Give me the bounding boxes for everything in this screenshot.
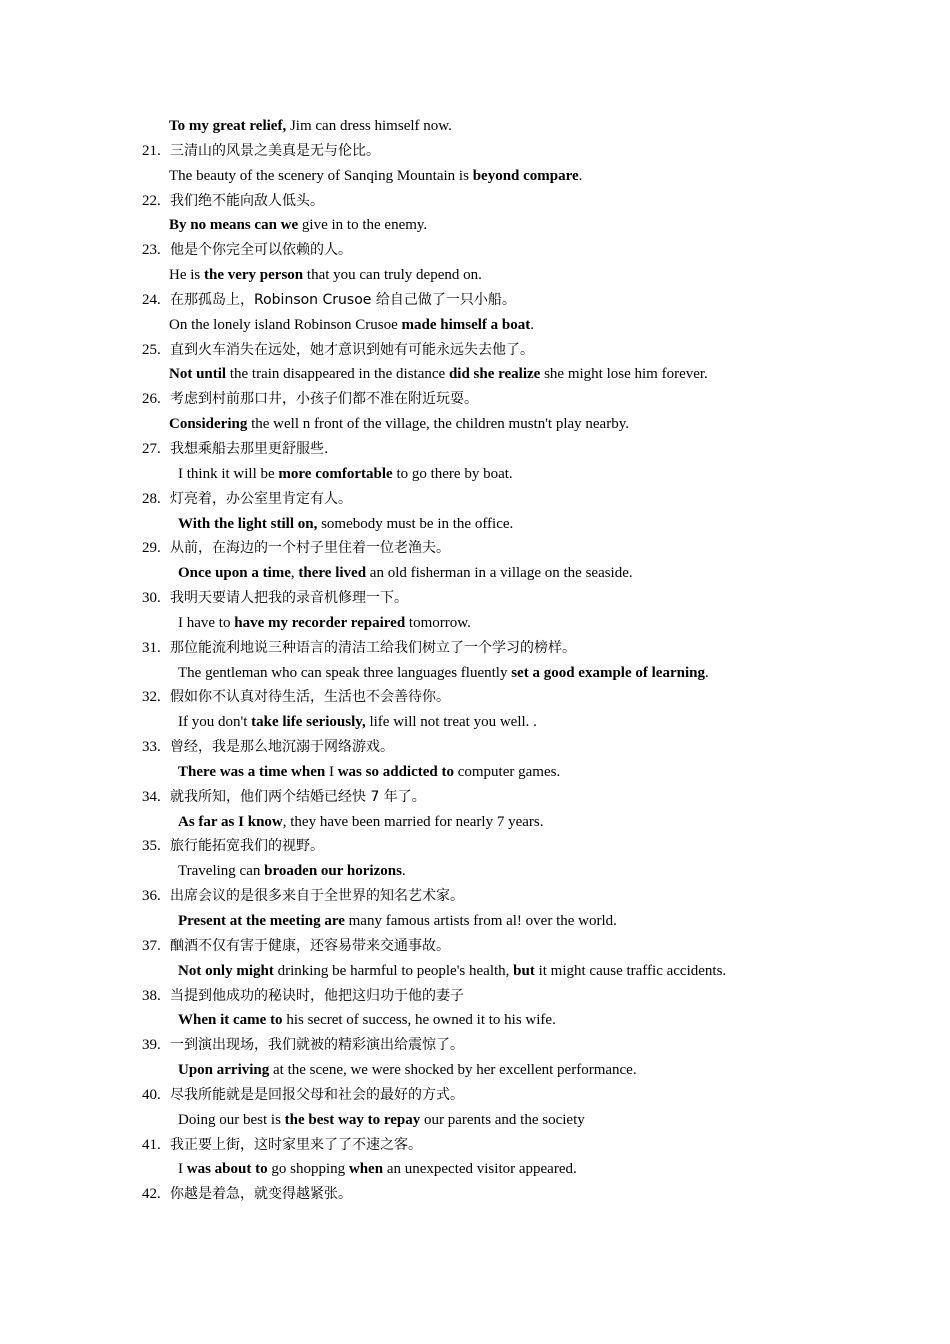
bold-phrase: broaden our horizons xyxy=(264,863,402,880)
bold-phrase: To my great relief, xyxy=(169,118,287,134)
chinese-sentence: 当提到他成功的秘诀时，他把这归功于他的妻子 xyxy=(170,987,464,1004)
answer-line xyxy=(0,512,950,537)
question-line xyxy=(0,139,950,164)
document-page xyxy=(0,114,950,1207)
text-segment: the well n front of the village, the children mustn't play nearby. xyxy=(247,416,629,433)
bold-phrase: beyond compare xyxy=(472,167,579,184)
answer-line xyxy=(0,164,950,189)
chinese-sentence: 在那孤岛上，Robinson Crusoe 给自己做了一只小船。 xyxy=(170,291,516,308)
chinese-sentence: 我们绝不能向敌人低头。 xyxy=(170,192,324,209)
exercise-list xyxy=(0,114,950,1207)
question-line xyxy=(0,238,950,263)
item-number: 27. xyxy=(142,440,161,457)
answer-line xyxy=(0,412,950,437)
text-segment: . xyxy=(530,316,534,333)
bold-phrase: more comfortable xyxy=(278,465,393,482)
item-number: 41. xyxy=(142,1136,161,1153)
chinese-sentence: 尽我所能就是是回报父母和社会的最好的方式。 xyxy=(170,1086,464,1103)
item-number: 21. xyxy=(142,142,161,159)
chinese-sentence: 直到火车消失在远处，她才意识到她有可能永远失去他了。 xyxy=(170,341,534,358)
bold-phrase: There was a time when xyxy=(178,763,326,780)
question-line xyxy=(0,1083,950,1108)
question-line xyxy=(0,288,950,313)
text-segment: drinking be harmful to people's health, xyxy=(273,962,514,979)
item-number: 35. xyxy=(142,838,161,855)
text-segment: she might lose him forever. xyxy=(540,366,708,383)
text-segment: his secret of success, he owned it to his wife. xyxy=(282,1012,556,1029)
bold-phrase: the very person xyxy=(204,267,304,284)
bold-phrase: Not until xyxy=(169,366,227,383)
bold-phrase: was so addicted to xyxy=(337,763,454,780)
text-segment: an unexpected visitor appeared. xyxy=(383,1161,577,1178)
answer-line xyxy=(0,213,950,238)
text-segment: that you can truly depend on. xyxy=(303,267,482,284)
question-line xyxy=(0,685,950,710)
item-number: 29. xyxy=(142,540,161,557)
bold-phrase: When it came to xyxy=(178,1012,283,1029)
question-line xyxy=(0,785,950,810)
bold-phrase: have my recorder repaired xyxy=(234,614,406,631)
bold-phrase: Present at the meeting are xyxy=(178,913,345,929)
question-line xyxy=(0,1033,950,1058)
answer-line xyxy=(0,909,950,934)
text-segment: On the lonely island Robinson Crusoe xyxy=(169,316,402,333)
chinese-sentence: 一到演出现场，我们就被的精彩演出给震惊了。 xyxy=(170,1037,464,1054)
bold-phrase: take life seriously, xyxy=(251,714,366,731)
item-number: 23. xyxy=(142,242,161,259)
item-number: 33. xyxy=(142,739,161,756)
answer-line xyxy=(0,313,950,338)
text-segment: He is xyxy=(169,267,204,284)
answer-line xyxy=(0,810,950,835)
item-number: 26. xyxy=(142,391,161,408)
text-segment: The gentleman who can speak three languages fluently xyxy=(178,664,512,681)
item-number: 37. xyxy=(142,937,161,954)
text-segment: go shopping xyxy=(267,1161,349,1178)
text-segment: , xyxy=(290,565,299,582)
text-segment: tomorrow. xyxy=(405,614,471,631)
question-line xyxy=(0,735,950,760)
question-line xyxy=(0,586,950,611)
text-segment: Jim can dress himself now. xyxy=(286,118,452,134)
text-segment: somebody must be in the office. xyxy=(317,515,514,532)
chinese-sentence: 三清山的风景之美真是无与伦比。 xyxy=(170,142,380,159)
chinese-sentence: 旅行能拓宽我们的视野。 xyxy=(170,838,324,855)
question-line xyxy=(0,834,950,859)
chinese-sentence: 我明天要请人把我的录音机修理一下。 xyxy=(170,590,408,607)
text-segment: it might cause traffic accidents. xyxy=(534,962,727,979)
answer-line xyxy=(0,362,950,387)
answer-line xyxy=(0,263,950,288)
text-segment: to go there by boat. xyxy=(392,465,513,482)
bold-phrase: Once upon a time xyxy=(178,565,291,582)
question-line xyxy=(0,934,950,959)
chinese-sentence: 就我所知，他们两个结婚已经快 7 年了。 xyxy=(170,788,426,805)
answer-line xyxy=(0,959,950,984)
bold-phrase: the best way to repay xyxy=(284,1111,421,1128)
text-segment: . xyxy=(704,664,709,681)
bold-phrase: set a good example of learning xyxy=(511,664,705,681)
bold-phrase: when xyxy=(348,1161,384,1178)
question-line xyxy=(0,487,950,512)
bold-phrase: As far as I know xyxy=(178,813,283,830)
answer-line xyxy=(0,760,950,785)
item-number: 39. xyxy=(142,1037,161,1054)
item-number: 24. xyxy=(142,291,161,308)
text-segment: give in to the enemy. xyxy=(298,217,428,234)
question-line xyxy=(0,338,950,363)
text-segment: at the scene, we were shocked by her excellent performance. xyxy=(269,1062,637,1079)
text-segment: I think it will be xyxy=(178,465,279,482)
text-segment: life will not treat you well. . xyxy=(365,714,537,731)
text-segment: Doing our best is xyxy=(178,1111,285,1128)
answer-line xyxy=(0,462,950,487)
chinese-sentence: 曾经，我是那么地沉溺于网络游戏。 xyxy=(170,739,394,756)
chinese-sentence: 我正要上街，这时家里来了了不速之客。 xyxy=(170,1136,422,1153)
question-line xyxy=(0,189,950,214)
question-line xyxy=(0,387,950,412)
chinese-sentence: 从前，在海边的一个村子里住着一位老渔夫。 xyxy=(170,540,450,557)
question-line xyxy=(0,984,950,1009)
chinese-sentence: 出席会议的是很多来自于全世界的知名艺术家。 xyxy=(170,888,464,905)
bold-phrase: there lived xyxy=(298,565,367,582)
text-segment: an old fisherman in a village on the seaside. xyxy=(366,565,633,582)
item-number: 42. xyxy=(142,1186,161,1203)
text-segment: many famous artists from al! over the world. xyxy=(344,913,617,929)
item-number: 36. xyxy=(142,888,161,905)
text-segment: The beauty of the scenery of Sanqing Mountain is xyxy=(169,167,473,184)
text-segment: computer games. xyxy=(453,763,561,780)
bold-phrase: Not only might xyxy=(178,962,274,979)
text-segment: the train disappeared in the distance xyxy=(226,366,449,383)
chinese-sentence: 那位能流利地说三种语言的清洁工给我们树立了一个学习的榜样。 xyxy=(170,639,576,656)
answer-line xyxy=(0,1008,950,1033)
text-segment: If you don't xyxy=(178,714,252,731)
bold-phrase: was about to xyxy=(186,1161,268,1178)
item-number: 22. xyxy=(142,192,161,209)
answer-line xyxy=(0,859,950,884)
question-line xyxy=(0,1133,950,1158)
bold-phrase: Upon arriving xyxy=(178,1062,270,1079)
chinese-sentence: 你越是着急，就变得越紧张。 xyxy=(170,1186,352,1203)
answer-line xyxy=(0,561,950,586)
item-number: 31. xyxy=(142,639,161,656)
item-number: 25. xyxy=(142,341,161,358)
text-segment: . xyxy=(401,863,406,880)
text-segment: I xyxy=(178,1161,187,1178)
question-line xyxy=(0,636,950,661)
answer-line xyxy=(0,1157,950,1182)
item-number: 38. xyxy=(142,987,161,1004)
chinese-sentence: 我想乘船去那里更舒服些. xyxy=(170,440,329,457)
bold-phrase: With the light still on, xyxy=(178,515,318,532)
chinese-sentence: 他是个你完全可以依赖的人。 xyxy=(170,242,352,259)
text-segment: , they have been married for nearly 7 years. xyxy=(282,813,544,830)
chinese-sentence: 灯亮着，办公室里肯定有人。 xyxy=(170,490,352,507)
answer-line xyxy=(0,114,950,139)
text-segment: our parents and the society xyxy=(420,1111,585,1128)
text-segment: I have to xyxy=(178,614,235,631)
bold-phrase: but xyxy=(513,962,535,979)
text-segment: . xyxy=(578,167,583,184)
answer-line xyxy=(0,1058,950,1083)
answer-line xyxy=(0,1108,950,1133)
text-segment: Traveling can xyxy=(178,863,265,880)
bold-phrase: Considering xyxy=(169,416,248,433)
text-segment: I xyxy=(325,763,338,780)
bold-phrase: made himself a boat xyxy=(401,316,531,333)
answer-line xyxy=(0,710,950,735)
item-number: 32. xyxy=(142,689,161,706)
item-number: 34. xyxy=(142,788,161,805)
chinese-sentence: 酗酒不仅有害于健康，还容易带来交通事故。 xyxy=(170,937,450,954)
answer-line xyxy=(0,611,950,636)
chinese-sentence: 考虑到村前那口井，小孩子们都不准在附近玩耍。 xyxy=(170,391,478,408)
bold-phrase: did she realize xyxy=(448,366,541,383)
item-number: 30. xyxy=(142,590,161,607)
question-line xyxy=(0,437,950,462)
question-line xyxy=(0,536,950,561)
question-line xyxy=(0,884,950,909)
question-line xyxy=(0,1182,950,1207)
bold-phrase: By no means can we xyxy=(169,217,299,234)
item-number: 40. xyxy=(142,1086,161,1103)
item-number: 28. xyxy=(142,490,161,507)
answer-line xyxy=(0,661,950,686)
chinese-sentence: 假如你不认真对待生活，生活也不会善待你。 xyxy=(170,689,450,706)
